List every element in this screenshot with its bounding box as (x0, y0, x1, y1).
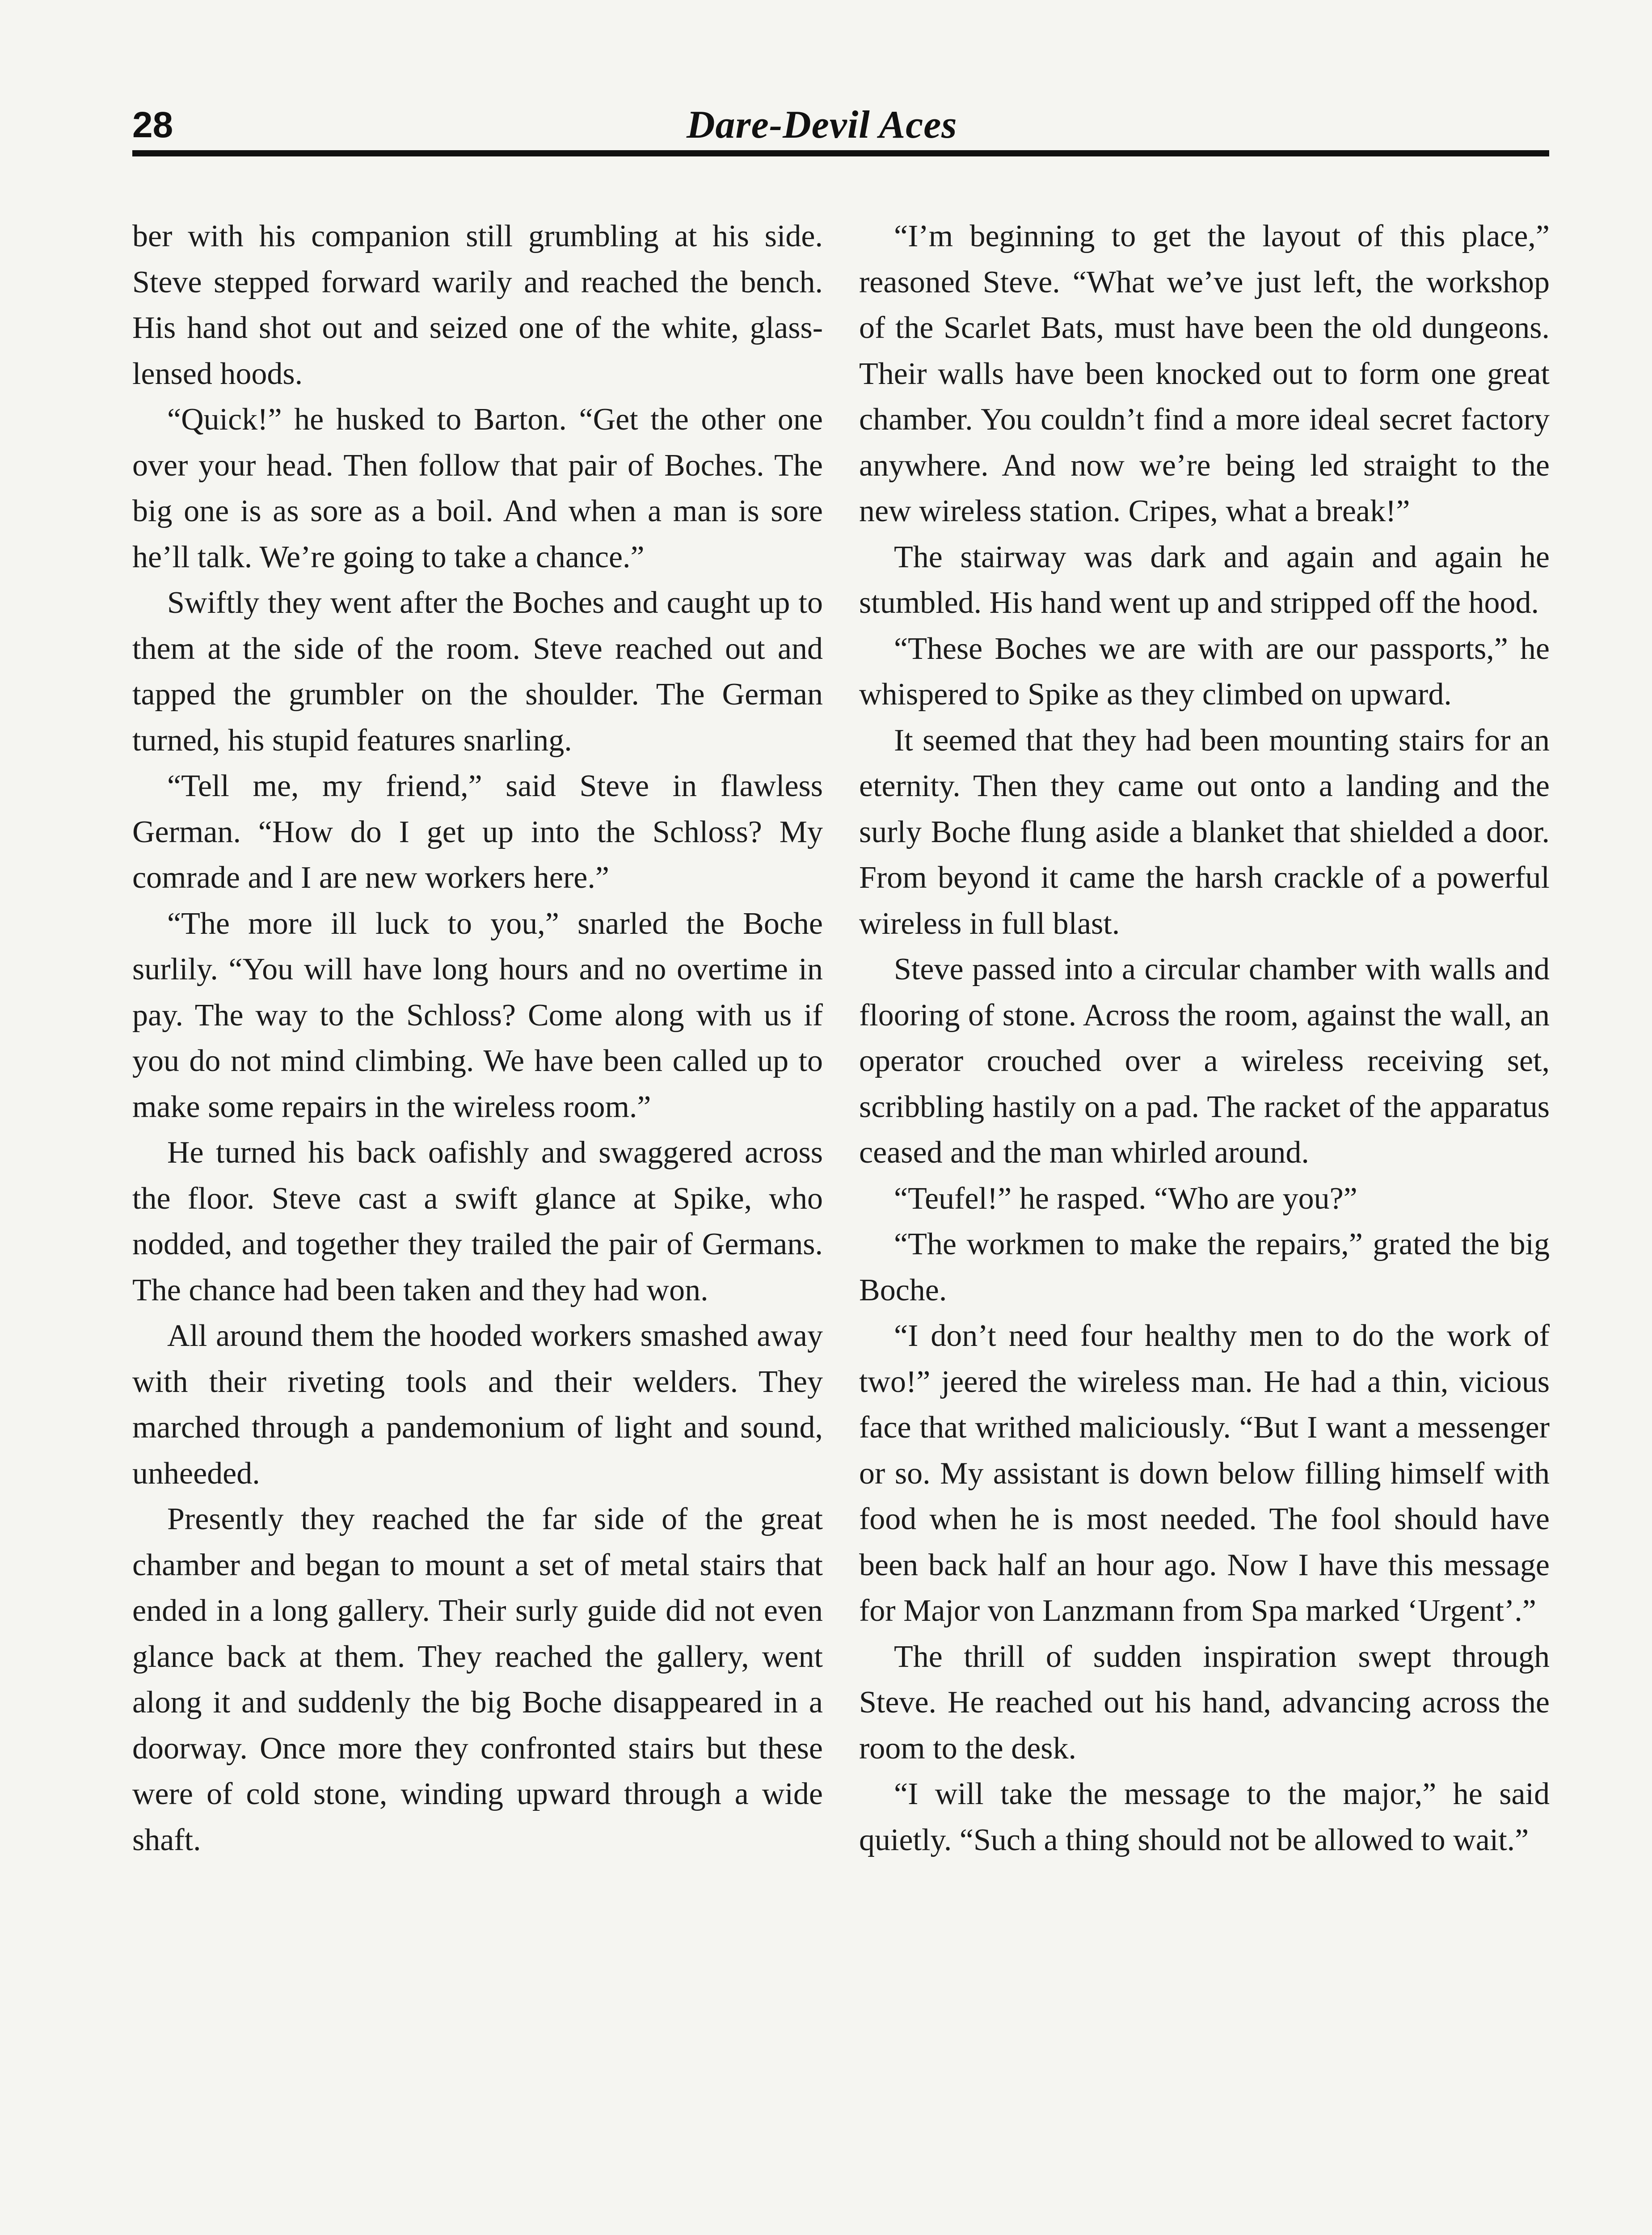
paragraph: “The more ill luck to you,” snarled the Boche surlily. “You will have long hours and no overtime in pay. The way to the Schloss? Come along with us if you do not mind climbing. We have been called up to make some repairs in the wireless room.” (132, 906, 823, 1124)
paragraph: All around them the hooded workers smashed away with their riveting tools and their welders. They marched through a pandemonium of light and sound, unheeded. (132, 1319, 823, 1491)
paragraph: Presently they reached the far side of the great chamber and began to mount a set of metal stairs that ended in a long gallery. Their surly guide did not even glance back at them. They reached the gallery, went along it and suddenly the big Boche disappeared in a doorway. Once more they confronted stairs but these were of cold stone, winding upward through a wide shaft. (132, 1502, 823, 1857)
paragraph: “I don’t need four healthy men to do the work of two!” jeered the wireless man. He had a thin, vicious face that writhed maliciously. “But I want a messenger or so. My assistant is down below filling himself with food when he is most needed. The fool should have been back half an hour ago. Now I have this message for Major von Lanzmann from Spa marked ‘Urgent’.” (859, 1319, 1550, 1628)
paragraph: “I will take the message to the major,” he said quietly. “Such a thing should not be allowed to wait.” (859, 1777, 1550, 1857)
paragraph: ber with his companion still grumbling at his side. Steve stepped forward warily and reached the bench. His hand shot out and seized one of the white, glass-lensed hoods. (132, 219, 823, 391)
paragraph: It seemed that they had been mounting stairs for an eternity. Then they came out onto a landing and the surly Boche flung aside a blanket that shielded a door. From beyond it came the harsh crackle of a powerful wireless in full blast. (859, 723, 1550, 941)
right-column (859, 214, 1550, 1863)
paragraph: “These Boches we are with are our passports,” he whispered to Spike as they climbed on upward. (859, 631, 1550, 712)
paragraph: “Quick!” he husked to Barton. “Get the other one over your head. Then follow that pair of Boches. The big one is as sore as a boil. And when a man is sore he’ll talk. We’re going to take a chance.” (132, 402, 823, 574)
left-column (132, 214, 823, 1863)
page-header (132, 103, 1549, 156)
paragraph: The stairway was dark and again and again he stumbled. His hand went up and stripped off the hood. (859, 540, 1550, 620)
paragraph: Swiftly they went after the Boches and caught up to them at the side of the room. Steve reached out and tapped the grumbler on the shoulder. The German turned, his stupid features snarling. (132, 586, 823, 758)
paragraph: “The workmen to make the repairs,” grated the big Boche. (859, 1227, 1550, 1307)
running-title: Dare-Devil Aces (687, 103, 957, 147)
paragraph: “I’m beginning to get the layout of this place,” reasoned Steve. “What we’ve just left, the workshop of the Scarlet Bats, must have been the old dungeons. Their walls have been knocked out to form one great chamber. You couldn’t find a more ideal secret factory anywhere. And now we’re being led straight to the new wireless station. Cripes, what a break!” (859, 219, 1550, 528)
paragraph: “Teufel!” he rasped. “Who are you?” (894, 1181, 1357, 1216)
paragraph: The thrill of sudden inspiration swept through Steve. He reached out his hand, advancing across the room to the desk. (859, 1639, 1550, 1766)
header-rule (132, 150, 1549, 156)
paragraph: “Tell me, my friend,” said Steve in flawless German. “How do I get up into the Schloss? My comrade and I are new workers here.” (132, 769, 823, 895)
paragraph: He turned his back oafishly and swaggered across the floor. Steve cast a swift glance at Spike, who nodded, and together they trailed the pair of Germans. The chance had been taken and they had won. (132, 1135, 823, 1307)
page-number: 28 (132, 105, 173, 145)
paragraph: Steve passed into a circular chamber with walls and flooring of stone. Across the room, against the wall, an operator crouched over a wireless receiving set, scribbling hastily on a pad. The racket of the apparatus ceased and the man whirled around. (859, 952, 1550, 1170)
